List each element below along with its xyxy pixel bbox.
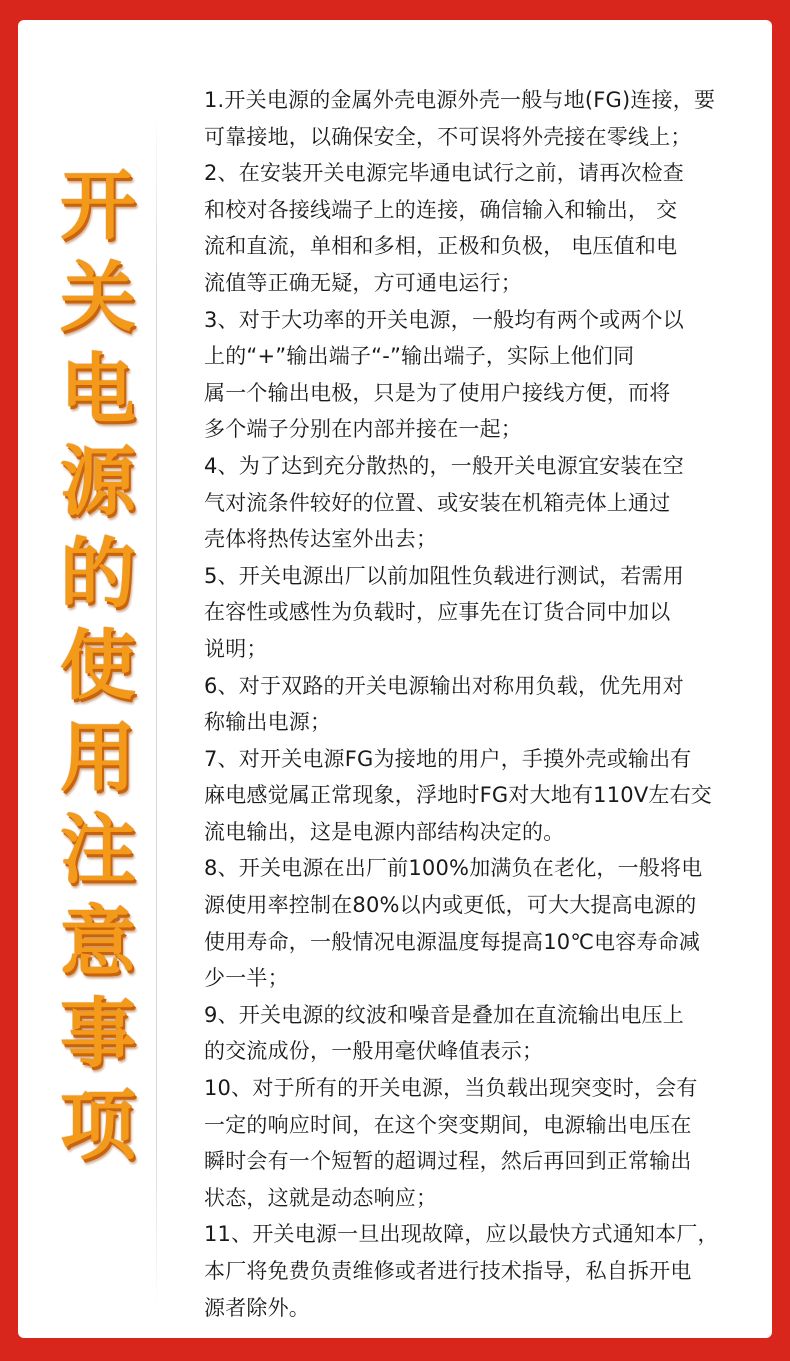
title-char: 源 [60,437,136,526]
note-item: 10、对于所有的开关电源，当负载出现突变时，会有 一定的响应时间，在这个突变期间，电源输出电压在 瞬时会有一个短暂的超调过程，然后再回到正常输出 状态，这就是动态响应； [204,1076,698,1210]
content-card [18,20,772,1338]
title-char: 项 [60,1081,136,1170]
title-char: 注 [60,805,136,894]
notes-list [204,82,764,1326]
note-item: 9、开关电源的纹波和噪音是叠加在直流输出电压上 的交流成份，一般用毫伏峰值表示； [204,1002,684,1064]
vertical-title [38,160,158,1170]
title-char: 用 [60,713,136,802]
note-item: 2、在安装开关电源完毕通电试行之前，请再次检查 和校对各接线端子上的连接，确信输入和输出， 交 流和直流，单相和多相，正极和负极， 电压值和电 流值等正确无疑，方可通电运行； [204,161,684,295]
title-char: 关 [60,253,136,342]
title-char: 事 [60,989,136,1078]
note-item: 4、为了达到充分散热的，一般开关电源宜安装在空 气对流条件较好的位置、或安装在机箱壳体上通过 壳体将热传达室外出去； [204,453,684,552]
title-char: 电 [60,345,136,434]
note-item: 8、开关电源在出厂前100%加满负在老化，一般将电 源使用率控制在80%以内或更低，可大大提高电源的 使用寿命，一般情况电源温度每提高10℃电容寿命减 少一半； [204,856,703,991]
note-item: 6、对于双路的开关电源输出对称用负载，优先用对 称输出电源； [204,673,684,735]
note-item: 7、对开关电源FG为接地的用户，手摸外壳或输出有 麻电感觉属正常现象，浮地时FG对大地有110V左右交 流电输出，这是电源内部结构决定的。 [204,746,712,844]
title-char: 使 [60,621,136,710]
title-char: 意 [60,897,136,986]
note-item: 1.开关电源的金属外壳电源外壳一般与地(FG)连接，要 可靠接地，以确保安全，不可误将外壳接在零线上； [204,88,716,149]
note-item: 5、开关电源出厂以前加阻性负载进行测试，若需用 在容性或感性为负载时，应事先在订货合同中加以 说明； [204,563,684,661]
title-char: 开 [60,161,136,250]
vertical-divider [156,110,157,1310]
note-item: 11、开关电源一旦出现故障，应以最快方式通知本厂， 本厂将免费负责维修或者进行技术指导，私自拆开电 源者除外。 [204,1222,719,1320]
title-char: 的 [60,529,136,618]
note-item: 3、对于大功率的开关电源，一般均有两个或两个以 上的“+”输出端子“-”输出端子，实际上他们同 属一个输出电极，只是为了使用户接线方便，而将 多个端子分别在内部并接在一起； [204,307,684,442]
